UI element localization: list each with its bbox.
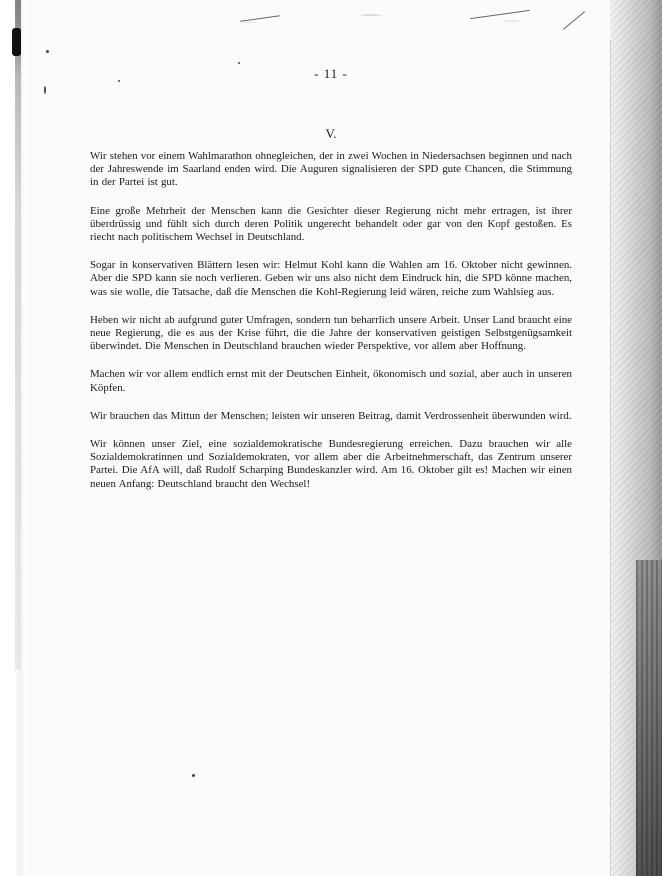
binding-shadow [15,0,21,670]
scan-noise-top [160,0,600,38]
scan-speck [44,86,46,94]
section-heading: V. [325,126,337,141]
page-edge-line [610,40,611,876]
page-number: - 11 - [314,66,348,81]
paragraph: Wir können unser Ziel, eine sozialdemokratische Bundesregierung erreichen. Dazu brauchen wir alle Sozialdemokratinnen und Sozialdemokraten, vor allem aber die Arbeitnehmerschaft, das Zentrum unserer Partei. Die AfA will, daß Rudolf Scharping Bundeskanzler wird. Am 16. Oktober gilt es! Machen wir einen neuen Anfang: Deutschland braucht den Wechsel! [90,438,572,490]
scan-speck [192,774,195,777]
scan-shadow-right-dark [636,560,662,876]
paragraph: Eine große Mehrheit der Menschen kann die Gesichter dieser Regierung nicht mehr ertragen, ist ihrer überdrüssig und fühlt sich durch deren Politik ungerecht behandelt oder gar von den Kopf gestoßen. Es riecht nach politischem Wechsel in Deutschland. [90,204,572,244]
paragraph: Heben wir nicht ab aufgrund guter Umfragen, sondern tun beharrlich unsere Arbeit. Unser Land braucht eine neue Regierung, die es aus der Krise führt, die die Jahre der konservativen geistigen Selbstgenügsamkeit überwindet. Die Menschen in Deutschland brauchen wieder Perspektive, vor allem aber Hoffnung. [90,313,572,353]
paragraph: Machen wir vor allem endlich ernst mit der Deutschen Einheit, ökonomisch und sozial, aber auch in unseren Köpfen. [90,368,572,394]
body-text [90,150,572,506]
scan-speck [238,62,240,64]
paragraph: Sogar in konservativen Blättern lesen wir: Helmut Kohl kann die Wahlen am 16. Oktober nicht gewinnen. Aber die SPD kann sie noch verlieren. Geben wir uns also nicht dem Eindruck hin, die SPD könne machen, was sie wolle, die Tatsache, daß die Menschen die Kohl-Regierung leid wären, reiche zum Wahlsieg aus. [90,259,572,298]
scan-speck [46,50,49,53]
paragraph: Wir stehen vor einem Wahlmarathon ohnegleichen, der in zwei Wochen in Niedersachsen beginnen und nach der Jahreswende im Saarland enden wird. Die Auguren signalisieren der SPD gute Chancen, die Stimmung in der Partei ist gut. [90,150,572,189]
binding-blot [12,28,21,56]
paragraph: Wir brauchen das Mittun der Menschen; leisten wir unseren Beitrag, damit Verdrossenheit überwunden wird. [90,409,572,422]
